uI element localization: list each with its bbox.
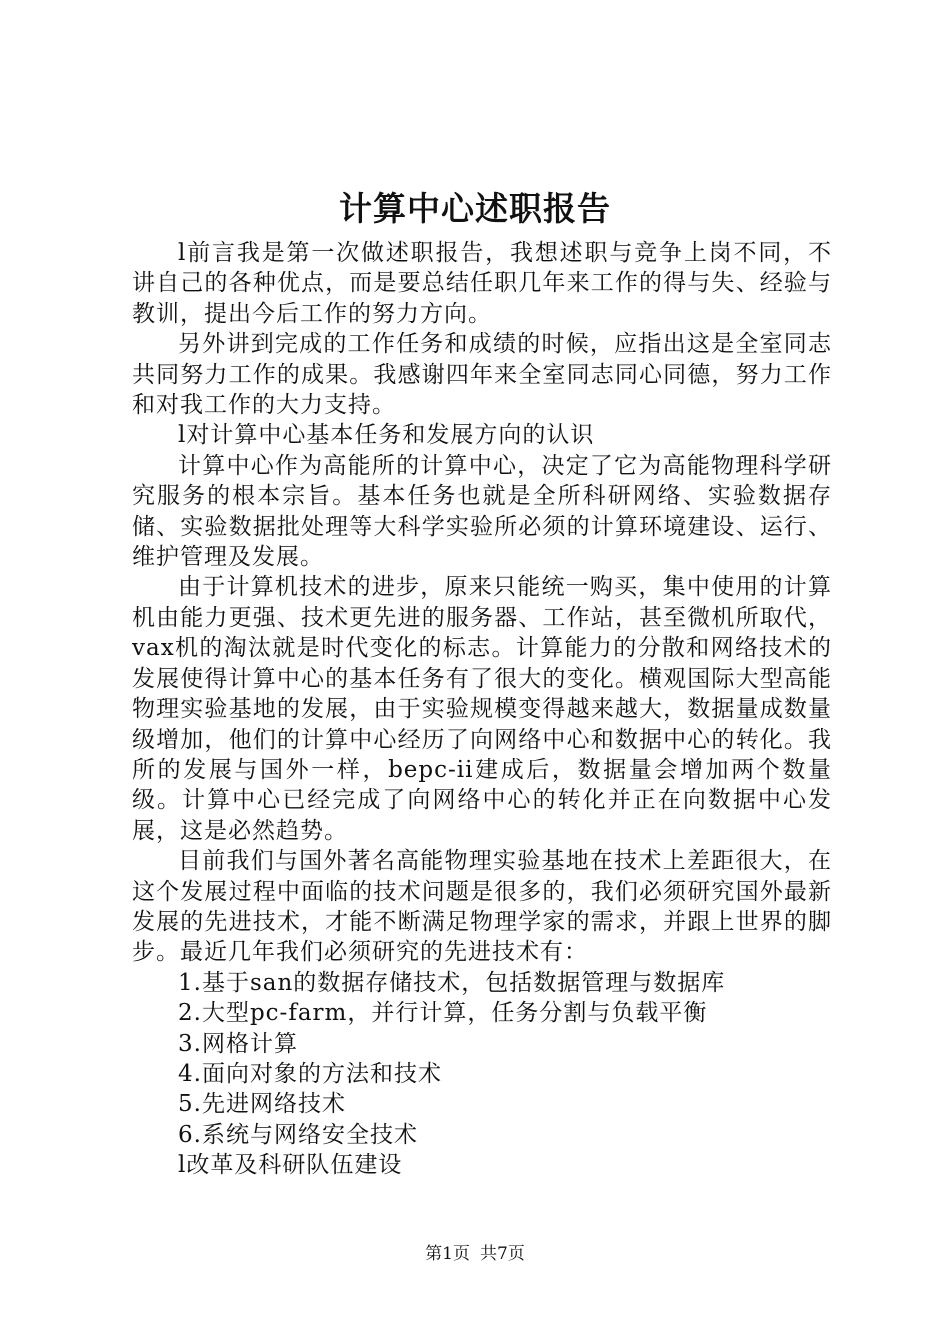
page-number: 第1页: [425, 1244, 470, 1264]
paragraph-preface: l前言我是第一次做述职报告，我想述职与竞争上岗不同，不讲自己的各种优点，而是要总结任职几年来工作的得与失、经验与教训，提出今后工作的努力方向。: [132, 240, 832, 327]
document-body: [132, 238, 832, 1181]
section-heading-understanding: l对计算中心基本任务和发展方向的认识: [178, 422, 595, 449]
paragraph-gap: 目前我们与国外著名高能物理实验基地在技术上差距很大，在这个发展过程中面临的技术问题是很多的，我们必须研究国外最新发展的先进技术，才能不断满足物理学家的需求，并跟上世界的脚步。最近几年我们必须研究的先进技术有：: [132, 848, 832, 966]
page-total: 共7页: [480, 1244, 525, 1264]
paragraph-technology-progress: 由于计算机技术的进步，原来只能统一购买，集中使用的计算机由能力更强、技术更先进的服务器、工作站，甚至微机所取代，vax机的淘汰就是时代变化的标志。计算能力的分散和网络技术的发展使得计算中心的基本任务有了很大的变化。横观国际大型高能物理实验基地的发展，由于实验规模变得越来越大，数据量成数量级增加，他们的计算中心经历了向网络中心和数据中心的转化。我所的发展与国外一样，bepc-ii建成后，数据量会增加两个数量级。计算中心已经完成了向网络中心的转化并正在向数据中心发展，这是必然趋势。: [132, 574, 832, 844]
list-item: 4.面向对象的方法和技术: [178, 1060, 442, 1087]
page-footer: [0, 1242, 950, 1266]
list-item: 2.大型pc-farm，并行计算，任务分割与负载平衡: [178, 1000, 708, 1027]
paragraph-mission: 计算中心作为高能所的计算中心，决定了它为高能物理科学研究服务的根本宗旨。基本任务也就是全所科研网络、实验数据存储、实验数据批处理等大科学实验所必须的计算环境建设、运行、维护管理及发展。: [132, 452, 832, 571]
paragraph-acknowledgement: 另外讲到完成的工作任务和成绩的时候，应指出这是全室同志共同努力工作的成果。我感谢四年来全室同志同心同德，努力工作和对我工作的大力支持。: [132, 331, 832, 419]
document-title: 计算中心述职报告: [339, 189, 611, 228]
list-item: 3.网格计算: [178, 1030, 298, 1057]
section-heading-reform: l改革及科研队伍建设: [178, 1152, 403, 1179]
list-item: 6.系统与网络安全技术: [178, 1121, 418, 1148]
list-item: 1.基于san的数据存储技术，包括数据管理与数据库: [178, 969, 726, 996]
list-item: 5.先进网络技术: [178, 1091, 346, 1118]
